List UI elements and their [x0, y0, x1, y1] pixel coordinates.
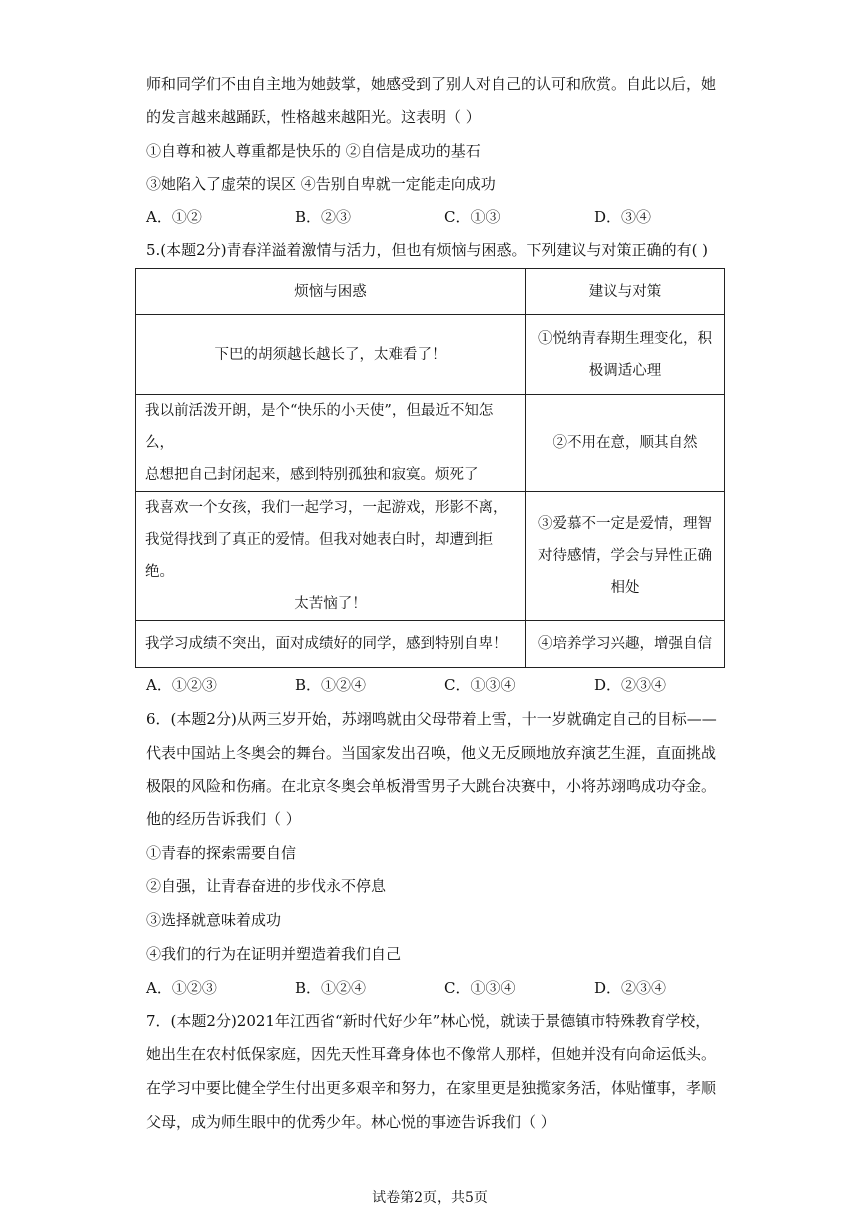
- q6-option-d[interactable]: D．②③④: [594, 979, 667, 997]
- table-header-problem: 烦恼与困惑: [136, 269, 526, 315]
- table-header-advice: 建议与对策: [526, 269, 725, 315]
- table-row: [136, 315, 725, 395]
- advice-cell: [526, 621, 725, 668]
- problem-text: 下巴的胡须越长越长了，太难看了！: [214, 346, 447, 363]
- advice-cell: [526, 395, 725, 492]
- advice-text: 对待感情，学会与异性正确: [538, 548, 712, 564]
- table-header-row: [136, 269, 725, 315]
- problem-text: 我喜欢一个女孩，我们一起学习，一起游戏，形影不离，: [145, 500, 508, 516]
- table-row: [136, 621, 725, 668]
- q4-statement-2: ③她陷入了虚荣的误区 ④告别自卑就一定能走向成功: [146, 175, 496, 193]
- q4-option-c[interactable]: C．①③: [444, 208, 501, 226]
- advice-cell: [526, 315, 725, 395]
- q4-statement-1: ①自尊和被人尊重都是快乐的 ②自信是成功的基石: [146, 142, 481, 160]
- problem-cell: [136, 315, 526, 395]
- problem-text: 总想把自己封闭起来，感到特别孤独和寂寞。烦死了: [145, 467, 479, 483]
- table-row: [136, 492, 725, 621]
- problem-cell: [136, 492, 526, 621]
- problem-text: 我以前活泼开朗，是个“快乐的小天使”，但最近不知怎么，: [145, 403, 494, 451]
- q7-text-line: 7．(本题2分)2021年江西省“新时代好少年”林心悦，就读于景德镇市特殊教育学校，: [146, 1012, 711, 1030]
- q4-text-line-1: 师和同学们不由自主地为她鼓掌，她感受到了别人对自己的认可和欣赏。自此以后，她: [146, 75, 717, 93]
- q4-option-d[interactable]: D．③④: [594, 208, 652, 226]
- q5-table: [135, 268, 725, 668]
- problem-text: 太苦恼了！: [294, 596, 367, 612]
- q5-option-b[interactable]: B．①②④: [295, 676, 367, 694]
- q6-statement: ②自强，让青春奋进的步伐永不停息: [146, 877, 387, 895]
- q6-text-line: 极限的风险和伤痛。在北京冬奥会单板滑雪男子大跳台决赛中，小将苏翊鸣成功夺金。: [146, 777, 717, 795]
- q7-text-line: 在学习中要比健全学生付出更多艰辛和努力，在家里更是独揽家务活，体贴懂事，孝顺: [146, 1079, 717, 1097]
- q6-text-line: 代表中国站上冬奥会的舞台。当国家发出召唤，他义无反顾地放弃演艺生涯，直面挑战: [146, 744, 717, 762]
- table-row: [136, 395, 725, 492]
- q6-statement: ④我们的行为在证明并塑造着我们自己: [146, 945, 402, 963]
- q6-options: [146, 978, 746, 998]
- q4-option-a[interactable]: A．①②: [146, 208, 202, 226]
- q5-option-a[interactable]: A．①②③: [146, 676, 217, 694]
- q6-option-c[interactable]: C．①③④: [444, 979, 516, 997]
- q6-text-line: 他的经历告诉我们（ ）: [146, 810, 301, 828]
- page-footer: 试卷第2页，共5页: [372, 1190, 488, 1206]
- q6-option-a[interactable]: A．①②③: [146, 979, 217, 997]
- q5-option-d[interactable]: D．②③④: [594, 676, 667, 694]
- advice-text: ④培养学习兴趣，增强自信: [538, 636, 712, 652]
- advice-text: 相处: [610, 580, 640, 596]
- q6-statement: ①青春的探索需要自信: [146, 844, 297, 862]
- advice-text: ③爱慕不一定是爱情，理智: [538, 516, 712, 532]
- q4-text-line-2: 的发言越来越踊跃，性格越来越阳光。这表明（ ）: [146, 108, 481, 126]
- advice-text: ①悦纳青春期生理变化，积: [538, 330, 712, 347]
- problem-text: 我觉得找到了真正的爱情。但我对她表白时，却遭到拒绝。: [145, 532, 493, 580]
- q6-option-b[interactable]: B．①②④: [295, 979, 367, 997]
- q6-statement: ③选择就意味着成功: [146, 911, 282, 929]
- advice-text: ②不用在意，顺其自然: [552, 435, 698, 451]
- advice-text: 极调适心理: [588, 362, 662, 379]
- q7-text-line: 她出生在农村低保家庭，因先天性耳聋身体也不像常人那样，但她并没有向命运低头。: [146, 1045, 717, 1063]
- q4-option-b[interactable]: B．②③: [295, 208, 352, 226]
- problem-cell: [136, 395, 526, 492]
- q6-text-line: 6．(本题2分)从两三岁开始，苏翊鸣就由父母带着上雪，十一岁就确定自己的目标——: [146, 710, 717, 728]
- advice-cell: [526, 492, 725, 621]
- q5-stem: 5.(本题2分)青春洋溢着激情与活力，但也有烦恼与困惑。下列建议与对策正确的有( ): [146, 241, 709, 259]
- q4-options: [146, 207, 746, 227]
- q5-options: [146, 675, 746, 695]
- q5-option-c[interactable]: C．①③④: [444, 676, 516, 694]
- q7-text-line: 父母，成为师生眼中的优秀少年。林心悦的事迹告诉我们（ ）: [146, 1113, 556, 1131]
- problem-cell: [136, 621, 526, 668]
- problem-text: 我学习成绩不突出，面对成绩好的同学，感到特别自卑！: [145, 636, 508, 652]
